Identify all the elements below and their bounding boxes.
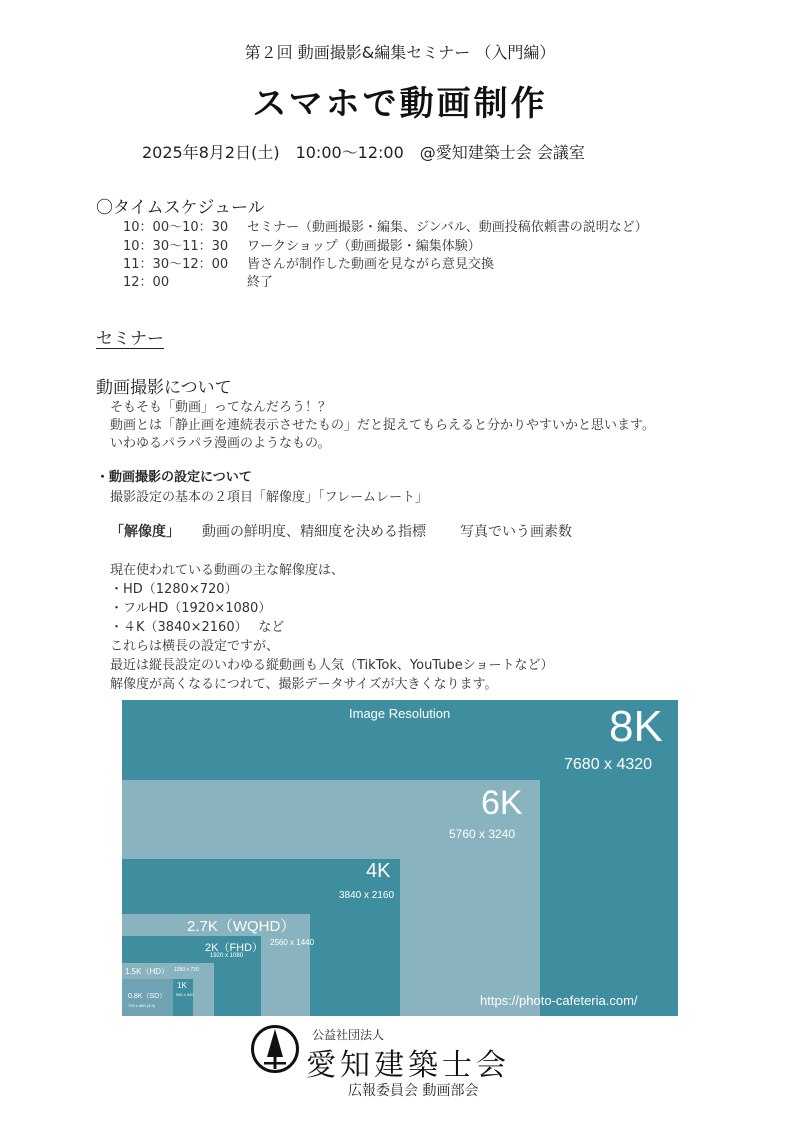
schedule-desc: ワークショップ（動画撮影・編集体験）: [247, 239, 481, 254]
res-name-6k: 6K: [481, 784, 523, 822]
intro-line: いわゆるパラパラ漫画のようなもの。: [110, 436, 331, 451]
settings-heading: ・動画撮影の設定について: [96, 470, 252, 485]
res-dims-0-8k: 720 x 480 (4:3): [128, 1003, 155, 1008]
schedule-time: 12：00: [123, 275, 170, 290]
list-line: ・４K（3840×2160） など: [110, 620, 285, 635]
res-dims-1k: 960 x 540: [176, 992, 194, 997]
resolution-figure: [122, 700, 678, 1016]
resolution-note: 写真でいう画素数: [460, 524, 572, 540]
res-name-8k: 8K: [609, 702, 663, 751]
res-dims-8k: 7680 x 4320: [564, 756, 653, 773]
schedule-row: [123, 216, 648, 235]
resolution-term: 「解像度」: [110, 524, 180, 540]
list-line: ・HD（1280×720）: [110, 582, 238, 597]
schedule-row: [123, 253, 494, 272]
org-type: 公益社団法人: [312, 1028, 385, 1042]
schedule-time: 10：30～11：30: [123, 239, 229, 254]
seminar-subtitle: 第２回 動画撮影&編集セミナー （入門編）: [244, 43, 556, 62]
intro-line: 動画とは「静止画を連続表示させたもの」だと捉えてもらえると分かりやすいかと思います。: [110, 418, 655, 433]
schedule-time: 10：00～10：30: [123, 220, 229, 235]
page-title: スマホで動画制作: [252, 84, 548, 124]
schedule-heading: 〇タイムスケジュール: [96, 198, 265, 218]
list-line: ・フルHD（1920×1080）: [110, 601, 272, 616]
res-dims-4k: 3840 x 2160: [339, 890, 395, 901]
resolution-definition: [110, 521, 572, 541]
schedule-row: [123, 271, 273, 290]
schedule-desc: セミナー（動画撮影・編集、ジンバル、動画投稿依頼書の説明など）: [247, 220, 648, 235]
res-dims-1-5k: 1280 x 720: [174, 967, 199, 973]
schedule-desc: 皆さんが制作した動画を見ながら意見交換: [247, 257, 495, 272]
res-dims-2-7k: 2560 x 1440: [270, 938, 315, 947]
settings-text: 撮影設定の基本の２項目「解像度」「フレームレート」: [110, 490, 428, 505]
seminar-heading: セミナー: [96, 329, 164, 349]
list-line: これらは横長の設定ですが、: [110, 639, 280, 654]
res-name-4k: 4K: [366, 860, 391, 882]
res-name-1-5k: 1.5K（HD）: [125, 967, 170, 976]
date-location: 2025年8月2日(土) 10:00～12:00 @愛知建築士会 会議室: [142, 143, 585, 162]
schedule-desc: 終了: [247, 275, 274, 290]
res-dims-2k: 1920 x 1080: [210, 953, 244, 959]
list-line: 最近は縦長設定のいわゆる縦動画も人気（TikTok、YouTubeショートなど）: [110, 658, 554, 673]
section-title: 動画撮影について: [96, 378, 232, 398]
figure-source: https://photo-cafeteria.com/: [480, 993, 638, 1008]
figure-caption: Image Resolution: [349, 706, 451, 721]
res-name-0-8k: 0.8K（SD）: [128, 993, 167, 1000]
res-name-1k: 1K: [177, 981, 187, 990]
org-logo-icon: [250, 1024, 300, 1078]
res-name-2k: 2K（FHD）: [205, 942, 264, 954]
org-department: 広報委員会 動画部会: [348, 1083, 479, 1099]
schedule-time: 11：30～12：00: [123, 257, 229, 272]
list-line: 解像度が高くなるにつれて、撮影データサイズが大きくなります。: [110, 677, 498, 692]
intro-line: そもそも「動画」ってなんだろう！？: [110, 400, 332, 415]
res-dims-6k: 5760 x 3240: [449, 827, 516, 841]
resolution-def: 動画の鮮明度、精細度を決める指標: [202, 524, 426, 540]
res-name-2-7k: 2.7K（WQHD）: [187, 918, 296, 935]
list-line: 現在使われている動画の主な解像度は、: [110, 563, 345, 578]
schedule-row: [123, 235, 481, 254]
org-name: 愛知建築士会: [306, 1048, 510, 1083]
